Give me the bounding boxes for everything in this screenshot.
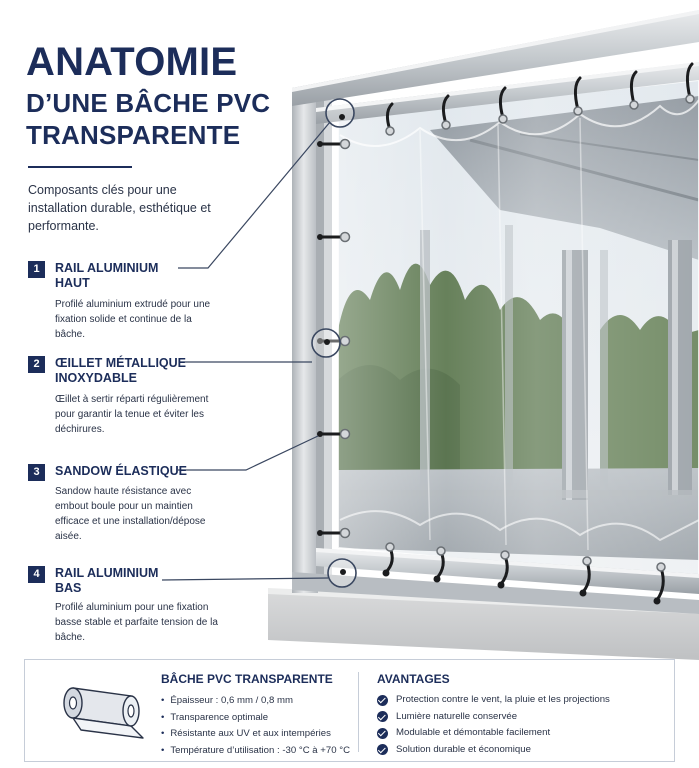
feature-description: Profilé aluminium pour une fixation basse stable et parfaite tension de la bâche.: [55, 602, 218, 643]
feature-number: 3: [28, 464, 45, 481]
check-circle-icon: [377, 711, 388, 722]
feature-title: ŒILLET MÉTALLIQUE INOXYDABLE: [55, 356, 187, 385]
advantage-text: Lumière naturelle conservée: [396, 710, 518, 722]
advantage-item: [377, 692, 610, 709]
advantage-item: [377, 742, 610, 759]
feature-number: 4: [28, 566, 45, 583]
advantages-list: [377, 692, 610, 758]
specs-list: [161, 693, 350, 759]
info-box: [24, 659, 675, 762]
specs-title: BÂCHE PVC TRANSPARENTE: [161, 672, 333, 686]
feature-title: SANDOW ÉLASTIQUE: [55, 464, 187, 478]
pvc-roll-icon: [51, 678, 145, 742]
spec-item: • Transparence optimale: [161, 710, 350, 727]
advantages-title: AVANTAGES: [377, 672, 450, 686]
spec-item: • Épaisseur : 0,6 mm / 0,8 mm: [161, 693, 350, 710]
check-circle-icon: [377, 728, 388, 739]
check-circle-icon: [377, 695, 388, 706]
advantage-text: Modulable et démontable facilement: [396, 727, 551, 738]
check-circle-icon: [377, 744, 388, 755]
feature-number: 1: [28, 261, 45, 278]
feature-title: RAIL ALUMINIUM HAUT: [55, 261, 159, 290]
feature-description: Sandow haute résistance avec embout boule pour un maintien efficace et une installation/dépose aisée.: [55, 486, 206, 542]
title-line-2: D’UNE BÂCHE PVC: [26, 88, 271, 118]
title-line-3: TRANSPARENTE: [26, 120, 241, 150]
advantage-text: Protection contre le vent, la pluie et les projections: [396, 694, 610, 705]
advantage-text: Solution durable et économique: [396, 743, 531, 755]
spec-item: • Résistante aux UV et aux intempéries: [161, 726, 350, 743]
feature-title: RAIL ALUMINIUM BAS: [55, 566, 159, 595]
intro-text: Composants clés pour une installation durable, esthétique et performante.: [28, 183, 211, 233]
spec-item: • Température d’utilisation : -30 °C à +70 °C: [161, 743, 350, 760]
feature-description: Profilé aluminium extrudé pour une fixation solide et continue de la bâche.: [55, 299, 211, 340]
info-divider: [358, 672, 359, 752]
advantage-item: [377, 709, 610, 726]
title-line-1: ANATOMIE: [26, 40, 238, 84]
feature-number: 2: [28, 356, 45, 373]
feature-description: Œillet à sertir réparti régulièrement pour garantir la tenue et éviter les déchirures.: [55, 394, 209, 435]
advantage-item: [377, 725, 610, 742]
title-underline: [28, 166, 132, 168]
